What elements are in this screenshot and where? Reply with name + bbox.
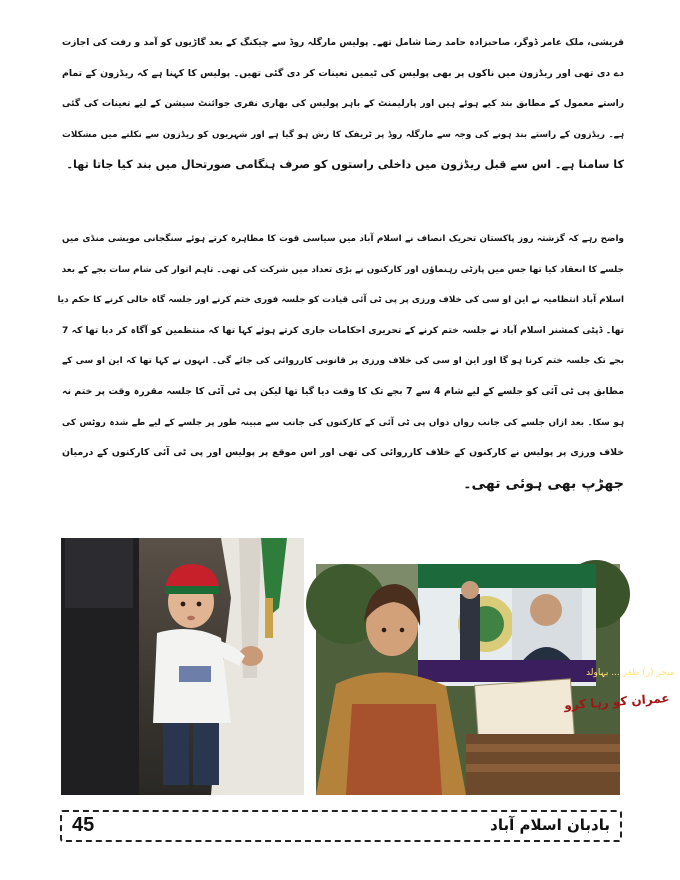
text-line: کا سامنا ہے۔ اس سے قبل ریڈزون میں داخلی راستوں کو صرف ہنگامی صورتحال میں بند کیا جاتا تھا۔ (66, 158, 624, 172)
text-line: جلسے کا انعقاد کیا تھا جس میں پارٹی رہنماؤں اور کارکنوں نے بڑی تعداد میں شرکت کی تھی۔ تاہم اتوار کی شام سات بجے کے بعد (61, 264, 624, 275)
text-line: تھا۔ ڈپٹی کمشنر اسلام آباد نے جلسہ ختم کرنے کے تحریری احکامات جاری کرتے ہوئے کہا تھا کہ منتظمین کو آگاہ کر دیا تھا کہ 7 (62, 325, 624, 336)
paragraph-2 (57, 224, 624, 499)
paragraph-1 (62, 28, 624, 181)
text-line: جھڑپ بھی ہوئی تھی۔ (463, 475, 624, 492)
text-line: ہو سکا۔ بعد ازاں جلسے کی جانب رواں دواں پی ٹی آئی کے کارکنوں کی جانب سے مبینہ طور پر جلسے کے لیے طے شدہ روٹس کی (62, 417, 624, 428)
banner-caption-text: میجر (ر) ظفر ... بہاولد (586, 668, 675, 678)
text-line: خلاف ورزی پر پولیس نے کارکنوں کے خلاف کارروائی کی تھی اور اس موقع پر پولیس اور پی ٹی آئی کارکنوں کے درمیان (62, 447, 624, 459)
photo-girl-with-placard (316, 564, 675, 795)
magazine-title: بادبان اسلام آباد (490, 816, 610, 834)
photo-girl-illustration (316, 564, 675, 795)
photo-child-at-rally (61, 538, 304, 795)
page-number: 45 (72, 814, 95, 836)
page-footer (60, 810, 622, 842)
text-line: بجے تک جلسہ ختم کرنا ہو گا اور این او سی کی خلاف ورزی پر قانونی کارروائی کی جائے گی۔ انہوں نے کہا تھا کہ این او سی کے (62, 356, 624, 367)
text-line: اسلام آباد انتظامیہ نے این او سی کی خلاف ورزی پر پی ٹی آئی قیادت کو جلسہ فوری ختم کرنے اور جلسہ گاہ خالی کرنے کا حکم دیا (57, 295, 624, 306)
text-line: دے دی تھی اور ریڈزون میں ناکوں پر بھی پولیس کی ٹیمیں تعینات کر دی گئی تھیں۔ پولیس کا کہنا ہے کہ ریڈزون کے تمام (62, 67, 624, 79)
photo-child-illustration (61, 538, 304, 795)
text-line: واضح رہے کہ گزشتہ روز پاکستان تحریک انصاف نے اسلام آباد میں سیاسی قوت کا مظاہرہ کرتے ہوئے سنگجانی مویشی منڈی میں (62, 234, 624, 244)
text-line: قریشی، ملک عامر ڈوگر، صاحبزادہ حامد رضا شامل تھے۔ پولیس مارگلہ روڈ سے چیکنگ کے بعد گاڑیوں کو آمد و رفت کی اجازت (62, 38, 624, 48)
text-line: راستے معمول کے مطابق بند کیے ہوئے ہیں اور پارلیمنٹ کے باہر پولیس کی بھاری نفری جوائنٹ سیشن کے لیے تعینات کی گئی (62, 99, 624, 110)
text-line: ہے۔ ریڈزون کے راستے بند ہونے کی وجہ سے مارگلہ روڈ پر ٹریفک کا رش ہو گیا ہے اور شہریوں کو ریڈزون سے نکلنے میں مشکلات (62, 129, 624, 140)
placard-text: عمران کو رہا کرو (563, 691, 670, 713)
text-line: مطابق پی ٹی آئی کو جلسے کے لیے شام 4 سے 7 بجے تک کا وقت دیا گیا تھا لیکن پی ٹی آئی کا جلسہ مقررہ وقت پر ختم نہ (62, 385, 624, 397)
